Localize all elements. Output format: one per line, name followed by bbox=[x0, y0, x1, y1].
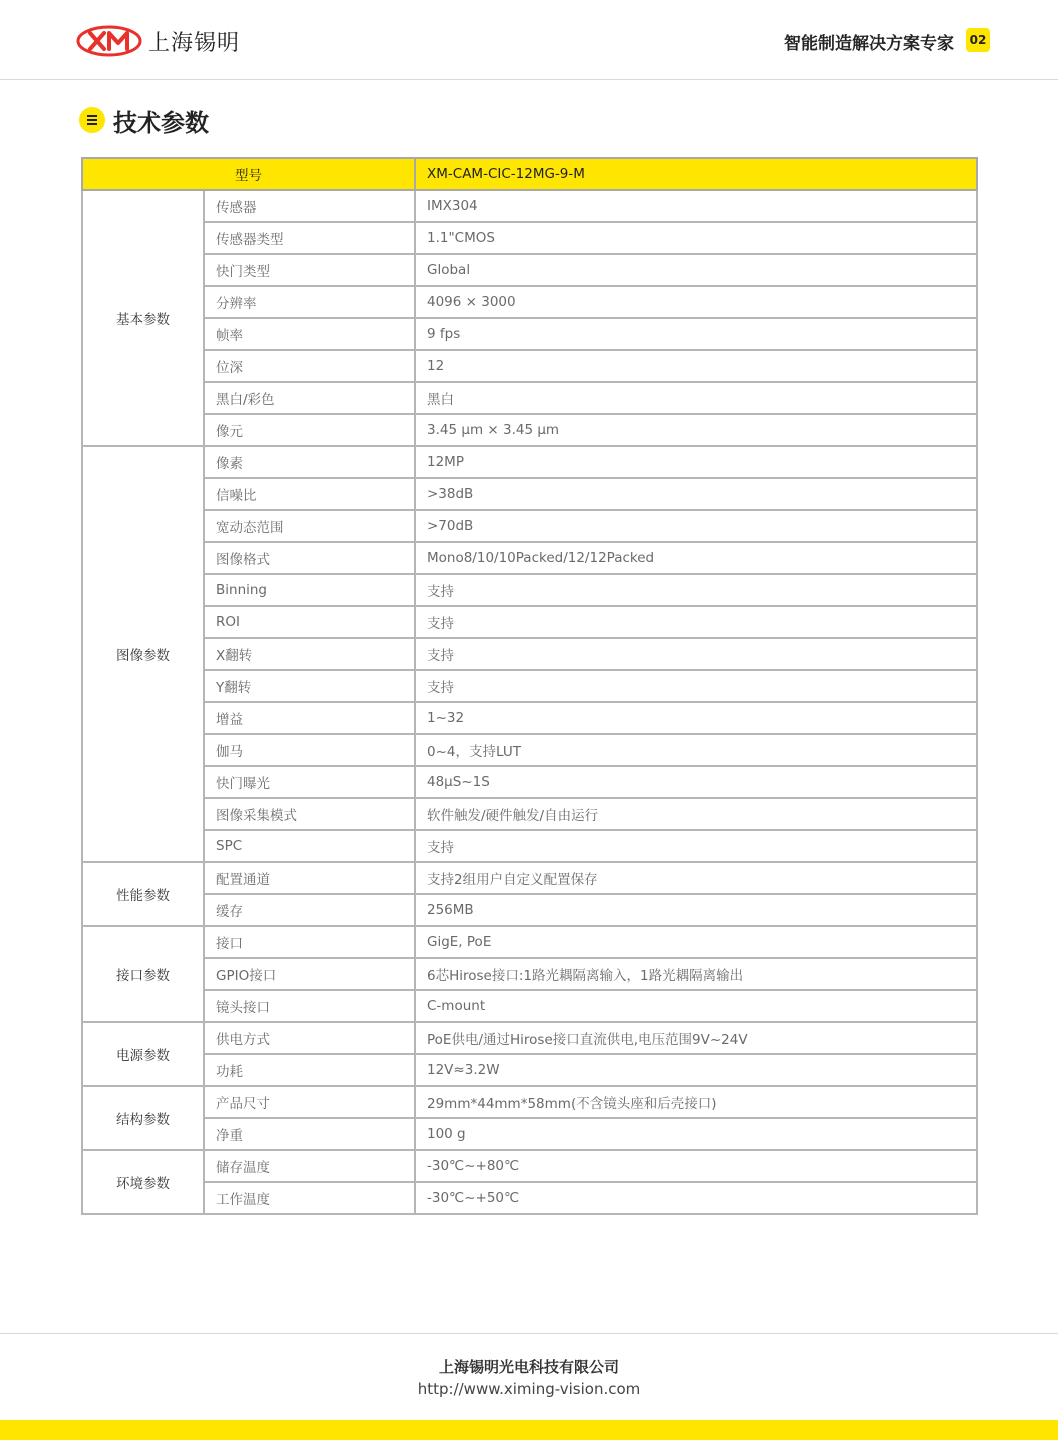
param-value: 支持 bbox=[415, 830, 977, 862]
param-value: 软件触发/硬件触发/自由运行 bbox=[415, 798, 977, 830]
param-value: 29mm*44mm*58mm(不含镜头座和后壳接口) bbox=[415, 1086, 977, 1118]
group-label: 环境参数 bbox=[82, 1150, 204, 1214]
param-value: 1.1"CMOS bbox=[415, 222, 977, 254]
param-value: >70dB bbox=[415, 510, 977, 542]
table-row bbox=[82, 1086, 977, 1118]
param-name: 功耗 bbox=[204, 1054, 415, 1086]
table-header-row bbox=[82, 158, 977, 190]
table-row bbox=[82, 446, 977, 478]
table-row bbox=[82, 862, 977, 894]
spec-table bbox=[81, 157, 978, 1215]
table-row bbox=[82, 222, 977, 254]
param-name: 信噪比 bbox=[204, 478, 415, 510]
param-value: Global bbox=[415, 254, 977, 286]
param-name: 产品尺寸 bbox=[204, 1086, 415, 1118]
param-name: 工作温度 bbox=[204, 1182, 415, 1214]
table-row bbox=[82, 1022, 977, 1054]
table-row bbox=[82, 766, 977, 798]
section-title: 技术参数 bbox=[113, 108, 209, 137]
param-name: Binning bbox=[204, 574, 415, 606]
param-name: 传感器类型 bbox=[204, 222, 415, 254]
param-value: 支持 bbox=[415, 574, 977, 606]
param-name: 供电方式 bbox=[204, 1022, 415, 1054]
page-header bbox=[0, 0, 1058, 80]
table-row bbox=[82, 382, 977, 414]
param-name: Y翻转 bbox=[204, 670, 415, 702]
param-value: -30℃~+80℃ bbox=[415, 1150, 977, 1182]
param-value: 12 bbox=[415, 350, 977, 382]
param-name: 储存温度 bbox=[204, 1150, 415, 1182]
param-name: ROI bbox=[204, 606, 415, 638]
list-icon bbox=[79, 107, 105, 133]
param-name: 快门类型 bbox=[204, 254, 415, 286]
param-name: 伽马 bbox=[204, 734, 415, 766]
footer-divider bbox=[0, 1333, 1058, 1334]
table-row bbox=[82, 286, 977, 318]
table-row bbox=[82, 894, 977, 926]
header-slogan: 智能制造解决方案专家 bbox=[784, 34, 954, 54]
table-row bbox=[82, 414, 977, 446]
model-label: 型号 bbox=[82, 158, 415, 190]
param-name: 像素 bbox=[204, 446, 415, 478]
group-label: 基本参数 bbox=[82, 190, 204, 446]
param-name: 黑白/彩色 bbox=[204, 382, 415, 414]
param-value: 100 g bbox=[415, 1118, 977, 1150]
param-value: Mono8/10/10Packed/12/12Packed bbox=[415, 542, 977, 574]
table-row bbox=[82, 702, 977, 734]
table-row bbox=[82, 1118, 977, 1150]
param-value: IMX304 bbox=[415, 190, 977, 222]
param-name: 图像格式 bbox=[204, 542, 415, 574]
param-value: 6芯Hirose接口:1路光耦隔离输入，1路光耦隔离输出 bbox=[415, 958, 977, 990]
param-name: 镜头接口 bbox=[204, 990, 415, 1022]
param-name: 缓存 bbox=[204, 894, 415, 926]
group-label: 接口参数 bbox=[82, 926, 204, 1022]
param-name: 宽动态范围 bbox=[204, 510, 415, 542]
param-value: 支持 bbox=[415, 670, 977, 702]
param-value: 支持 bbox=[415, 638, 977, 670]
param-name: X翻转 bbox=[204, 638, 415, 670]
param-value: 4096 × 3000 bbox=[415, 286, 977, 318]
footer-company: 上海锡明光电科技有限公司 bbox=[438, 1358, 619, 1376]
table-row bbox=[82, 574, 977, 606]
param-value: 3.45 μm × 3.45 μm bbox=[415, 414, 977, 446]
company-logo bbox=[76, 24, 240, 58]
table-row bbox=[82, 830, 977, 862]
table-row bbox=[82, 638, 977, 670]
param-name: 快门曝光 bbox=[204, 766, 415, 798]
group-label: 电源参数 bbox=[82, 1022, 204, 1086]
group-label: 图像参数 bbox=[82, 446, 204, 862]
footer-bar bbox=[0, 1420, 1058, 1440]
param-value: >38dB bbox=[415, 478, 977, 510]
table-row bbox=[82, 670, 977, 702]
param-name: 配置通道 bbox=[204, 862, 415, 894]
footer-website: http://www.ximing-vision.com bbox=[417, 1380, 641, 1398]
table-row bbox=[82, 606, 977, 638]
param-name: 帧率 bbox=[204, 318, 415, 350]
param-value: 支持2组用户自定义配置保存 bbox=[415, 862, 977, 894]
param-value: -30℃~+50℃ bbox=[415, 1182, 977, 1214]
param-name: 净重 bbox=[204, 1118, 415, 1150]
table-row bbox=[82, 190, 977, 222]
param-name: 增益 bbox=[204, 702, 415, 734]
param-value: 黑白 bbox=[415, 382, 977, 414]
param-value: 12V≈3.2W bbox=[415, 1054, 977, 1086]
param-name: 分辨率 bbox=[204, 286, 415, 318]
param-name: SPC bbox=[204, 830, 415, 862]
table-row bbox=[82, 1150, 977, 1182]
param-name: 传感器 bbox=[204, 190, 415, 222]
param-value: 12MP bbox=[415, 446, 977, 478]
param-value: C-mount bbox=[415, 990, 977, 1022]
group-label: 性能参数 bbox=[82, 862, 204, 926]
param-name: 接口 bbox=[204, 926, 415, 958]
param-name: GPIO接口 bbox=[204, 958, 415, 990]
table-row bbox=[82, 798, 977, 830]
table-row bbox=[82, 1054, 977, 1086]
group-label: 结构参数 bbox=[82, 1086, 204, 1150]
page-number-badge: 02 bbox=[966, 28, 990, 52]
table-row bbox=[82, 990, 977, 1022]
param-value: PoE供电/通过Hirose接口直流供电,电压范围9V~24V bbox=[415, 1022, 977, 1054]
logo-text: 上海锡明 bbox=[148, 30, 241, 56]
table-row bbox=[82, 542, 977, 574]
section-heading bbox=[79, 104, 209, 136]
table-row bbox=[82, 350, 977, 382]
table-row bbox=[82, 478, 977, 510]
model-value: XM-CAM-CIC-12MG-9-M bbox=[415, 158, 977, 190]
table-row bbox=[82, 958, 977, 990]
table-row bbox=[82, 254, 977, 286]
table-row bbox=[82, 734, 977, 766]
param-name: 图像采集模式 bbox=[204, 798, 415, 830]
param-value: 9 fps bbox=[415, 318, 977, 350]
xm-logo-icon bbox=[76, 25, 142, 57]
param-value: 支持 bbox=[415, 606, 977, 638]
table-row bbox=[82, 318, 977, 350]
table-row bbox=[82, 510, 977, 542]
param-value: 48μS~1S bbox=[415, 766, 977, 798]
param-value: 256MB bbox=[415, 894, 977, 926]
table-row bbox=[82, 926, 977, 958]
table-row bbox=[82, 1182, 977, 1214]
param-value: 1~32 bbox=[415, 702, 977, 734]
param-name: 位深 bbox=[204, 350, 415, 382]
param-name: 像元 bbox=[204, 414, 415, 446]
param-value: GigE, PoE bbox=[415, 926, 977, 958]
param-value: 0~4，支持LUT bbox=[415, 734, 977, 766]
